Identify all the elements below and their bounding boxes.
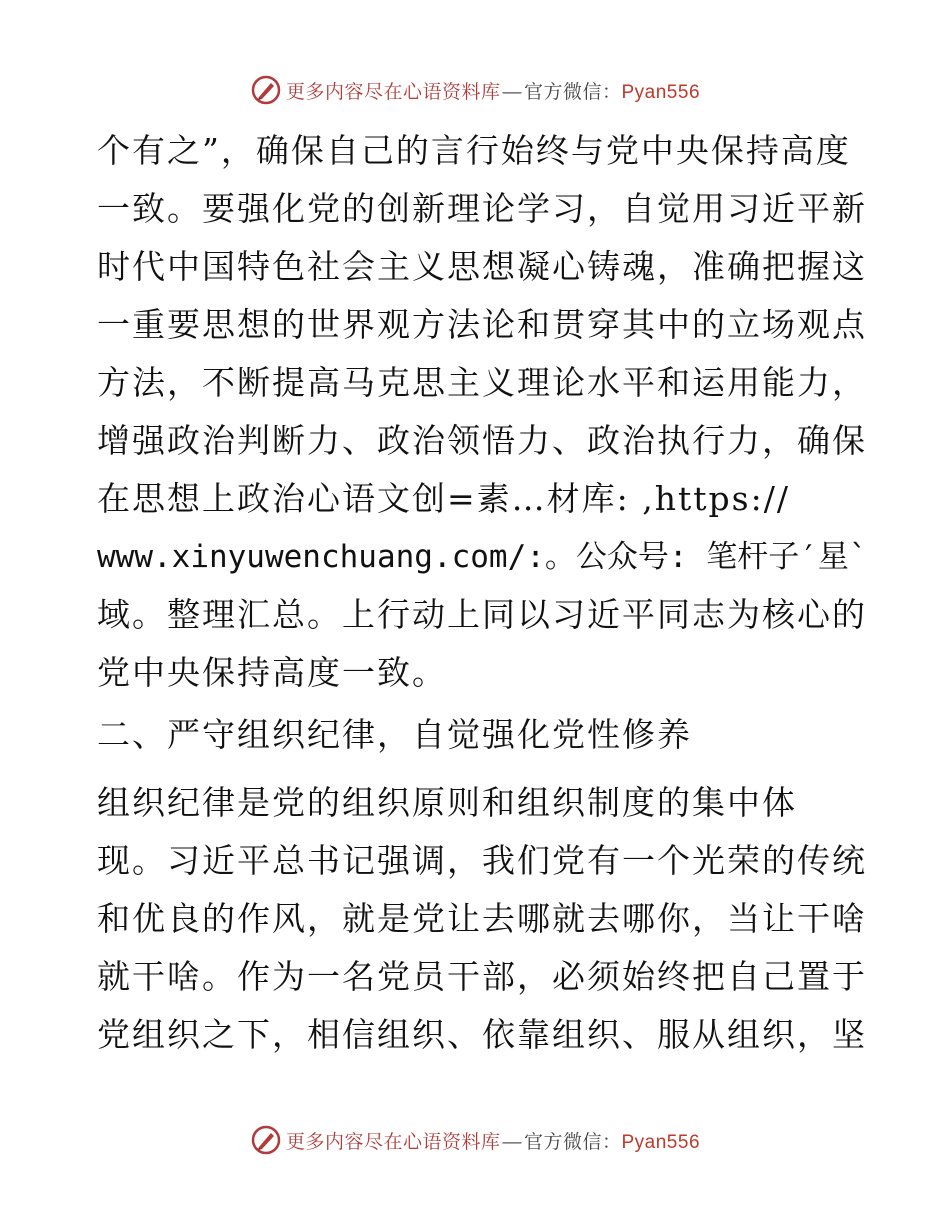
text-line: 现。习近平总书记强调，我们党有一个光荣的传统: [97, 841, 867, 880]
text-line: 方法，不断提高马克思主义理论水平和运用能力，: [97, 363, 867, 402]
pen-logo-icon: [250, 1124, 282, 1156]
footer-banner: [0, 1120, 950, 1160]
text-line: 组织纪律是党的组织原则和组织制度的集中体: [97, 783, 797, 822]
text-line: 时代中国特色社会主义思想凝心铸魂，准确把握这: [97, 247, 867, 286]
text-line: 一重要思想的世界观方法论和贯穿其中的立场观点: [97, 305, 867, 344]
text-line: 就干啥。作为一名党员干部，必须始终把自己置于: [97, 957, 867, 996]
text-line-url: www.xinyuwenchuang.com/:。公众号: 笔杆子′星`: [97, 539, 868, 575]
text-line: 和优良的作风，就是党让去哪就去哪你，当让干啥: [97, 899, 867, 938]
text-line: 党中央保持高度一致。: [97, 653, 447, 692]
text-line: 增强政治判断力、政治领悟力、政治执行力，确保: [97, 421, 867, 460]
text-line: 域。整理汇总。上行动上同以习近平同志为核心的: [97, 595, 867, 634]
section-heading: 二、严守组织纪律，自觉强化党性修养: [97, 715, 692, 754]
pen-logo-icon: [250, 74, 282, 106]
banner-text: 更多内容尽在心语资料库 — 官方微信：Pyan556: [285, 1131, 701, 1153]
text-line: 个有之”，确保自己的言行始终与党中央保持高度: [97, 131, 851, 170]
banner-text: 更多内容尽在心语资料库 — 官方微信：Pyan556: [285, 81, 701, 103]
document-body: [97, 125, 868, 1067]
text-line: 党组织之下，相信组织、依靠组织、服从组织，坚: [97, 1015, 867, 1054]
text-line: 一致。要强化党的创新理论学习，自觉用习近平新: [97, 189, 867, 228]
text-line: 在思想上政治心语文创=素…材库: ,https://: [97, 479, 790, 518]
header-banner: [0, 70, 950, 110]
